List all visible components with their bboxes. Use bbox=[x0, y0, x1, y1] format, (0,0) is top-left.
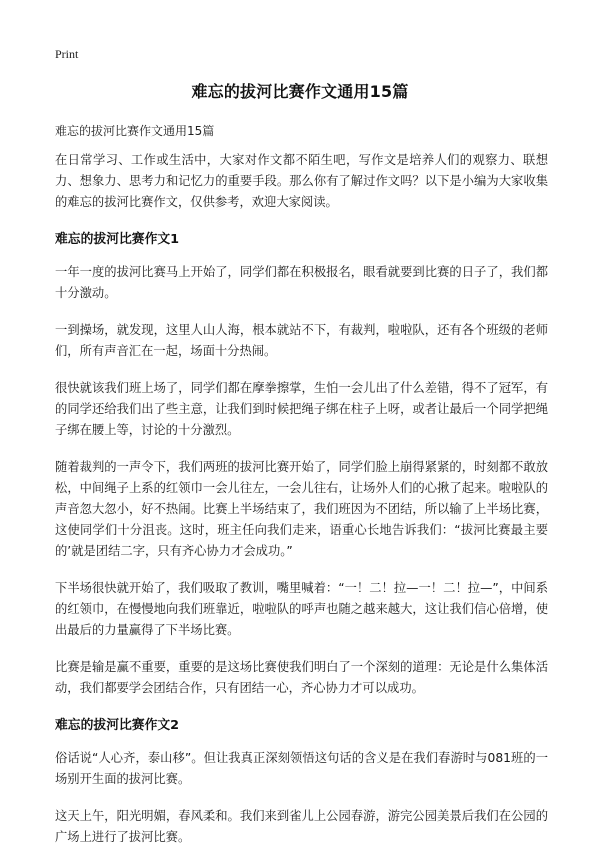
paragraph: 这天上午，阳光明媚，春风柔和。我们来到雀儿上公园春游，游完公园美景后我们在公园的广场上进行了拔河比赛。 bbox=[55, 809, 548, 844]
paragraph: 很快就该我们班上场了，同学们都在摩拳擦掌，生怕一会儿出了什么差错，得不了冠军，有的同学还给我们出了些主意，让我们到时候把绳子绑在柱子上呀，或者让最后一个同学把绳子绑在腰上等，讨论的十分激烈。 bbox=[55, 381, 548, 437]
section-heading: 难忘的拔河比赛作文2 bbox=[55, 718, 180, 733]
paragraph: 一到操场，就发现，这里人山人海，根本就站不下，有裁判，啦啦队，还有各个班级的老师们，所有声音汇在一起，场面十分热闹。 bbox=[55, 323, 548, 358]
page-subtitle: 难忘的拔河比赛作文通用15篇 bbox=[55, 124, 215, 138]
paragraph: 俗话说“人心齐，泰山移”。但让我真正深刻领悟这句话的含义是在我们春游时与081班的一场别开生面的拔河比赛。 bbox=[55, 751, 548, 786]
paragraph: 一年一度的拔河比赛马上开始了，同学们都在积极报名，眼看就要到比赛的日子了，我们都十分激动。 bbox=[55, 265, 548, 300]
paragraph: 随着裁判的一声令下，我们两班的拔河比赛开始了，同学们脸上崩得紧紧的，时刻都不敢放松，中间绳子上系的红领巾一会儿往左，一会儿往右，让场外人们的心揪了起来。啦啦队的声音忽大忽小，好不热闹。比赛上半场结束了，我们班因为不团结，所以输了上半场比赛，这使同学们十分沮丧。这时，班主任向我们走来，语重心长地告诉我们：“拔河比赛最主要的’就是团结二字，只有齐心协力才会成功。” bbox=[55, 460, 548, 558]
page-title: 难忘的拔河比赛作文通用15篇 bbox=[191, 82, 409, 101]
section-heading: 难忘的拔河比赛作文1 bbox=[55, 232, 180, 247]
intro-paragraph: 在日常学习、工作或生活中，大家对作文都不陌生吧，写作文是培养人们的观察力、联想力、想象力、思考力和记忆力的重要手段。那么你有了解过作文吗？以下是小编为大家收集的难忘的拔河比赛作文，仅供参考，欢迎大家阅读。 bbox=[55, 153, 548, 209]
print-link[interactable]: Print bbox=[55, 47, 79, 61]
article-body bbox=[55, 150, 548, 864]
paragraph: 比赛是输是赢不重要，重要的是这场比赛使我们明白了一个深刻的道理：无论是什么集体活动，我们都要学会团结合作，只有团结一心，齐心协力才可以成功。 bbox=[55, 660, 548, 695]
paragraph: 下半场很快就开始了，我们吸取了教训，嘴里喊着：“一！二！拉—一！二！拉—”，中间系的红领巾，在慢慢地向我们班靠近，啦啦队的呼声也随之越来越大，这让我们信心倍增，使出最后的力量赢得了下半场比赛。 bbox=[55, 581, 548, 637]
